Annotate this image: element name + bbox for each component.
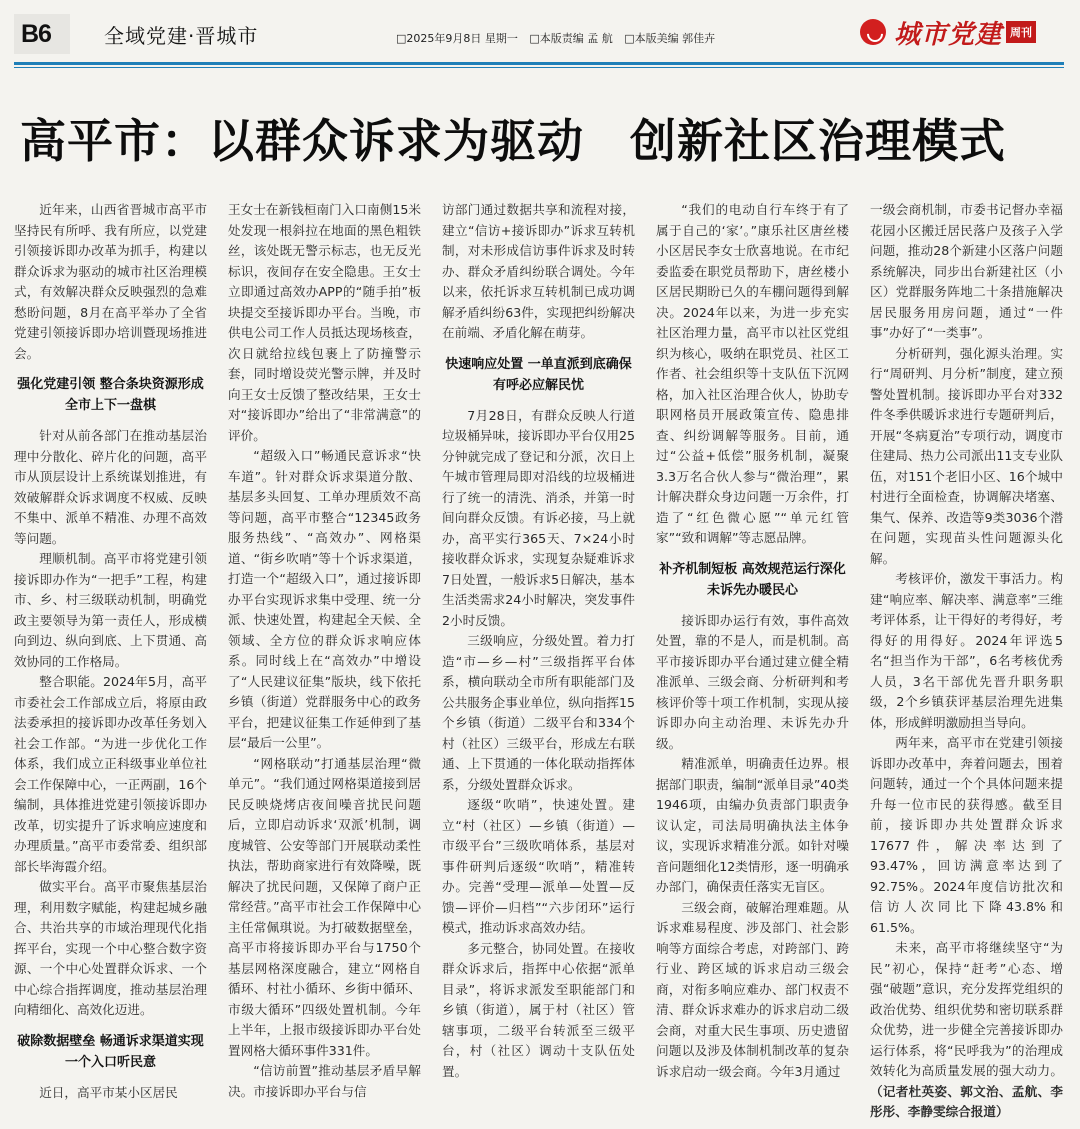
paragraph: 逐级“吹哨”，快速处置。建立“村（社区）—乡镇（街道）—市级平台”三级吹哨体系，基层对事件研判后逐级“吹哨”，精准转办。完善“受理—派单—处置—反馈—评价—归档”“六步闭环”运行模式，推动诉求高效办结。 xyxy=(442,797,635,935)
paragraph: 三级会商，破解治理难题。从诉求难易程度、涉及部门、社会影响等方面综合考虑，对跨部门、跨行业、跨区域的诉求启动三级会商，对衔多响应难办、部门权责不清、群众诉求难办的诉求启动二级会商，对重大民生事项、历史遗留问题以及涉及体制机制改革的复杂诉求启动一级会商。今年3月通过 xyxy=(656,899,849,1079)
paragraph: 一级会商机制，市委书记督办幸福花园小区搬迁居民落户及孩子入学问题，推动28个新建小区落户问题系统解决，同步出台新建社区（小区）党群服务阵地二十条措施解决居民服务用房问题，通过“一件事”办好了“一类事”。 xyxy=(870,202,1063,340)
byline: （记者杜英姿、郭文治、孟航、李彤彤、李静雯综合报道） xyxy=(870,1083,1063,1119)
article-body xyxy=(14,200,1066,1125)
paragraph: 考核评价，激发干事活力。构建“响应率、解决率、满意率”三维考评体系，让干得好的考得好，考得好的用得好。2024年评选5名“担当作为干部”，6名考核优秀人员，3名干部优先晋升职务职级，2个乡镇获评基层治理先进集体，形成鲜明激励担当导向。 xyxy=(870,571,1063,730)
article-column-2 xyxy=(228,200,421,1125)
paragraph: 针对从前各部门在推动基层治理中分散化、碎片化的问题，高平市从顶层设计上系统谋划推进，有效破解群众诉求调度不权威、反映不集中、派单不精准、办理不高效等问题。 xyxy=(14,428,207,546)
issue-meta xyxy=(396,30,723,46)
headline-left: 高平市：以群众诉求为驱动 xyxy=(20,114,584,168)
paragraph: 7月28日，有群众反映人行道垃圾桶异味，接诉即办平台仅用25分钟就完成了登记和分派，次日上午城市管理局即对沿线的垃圾桶进行了统一的清洗、消杀，并第一时间向群众反馈。有诉必接，马上就办，高平实行365天、7×24小时接收群众诉求，实现复杂疑难诉求7日处置，一般诉求5日解决，基本生活类需求24小时解决，突发事件2小时反馈。 xyxy=(442,407,635,628)
issue-date: □2025年9月8日 星期一 xyxy=(396,32,518,45)
brand-tag: 周刊 xyxy=(1006,21,1036,43)
subheading: 补齐机制短板 高效规范运行深化未诉先办暖民心 xyxy=(659,561,846,598)
paragraph: 访部门通过数据共享和流程对接，建立“信访+接诉即办”诉求互转机制，对未形成信访事件诉求及时转办、群众矛盾纠纷联合调处。今年以来，依托诉求互转机制已成功调解矛盾纠纷63件，实现把纠纷解决在前端、矛盾化解在萌芽。 xyxy=(442,202,635,340)
issue-editor: □本版责编 孟 航 xyxy=(529,32,613,45)
article-column-5 xyxy=(870,200,1063,1125)
paragraph-text: 未来，高平市将继续坚守“为民”初心，保持“赶考”心态、增强“破题”意识，充分发挥党组织的政治优势、组织优势和密切联系群众优势，进一步健全完善接诉即办运行体系，将“民呼我为”的治理成效转化为高质量发展的强大动力。 xyxy=(870,940,1063,1078)
paragraph: 整合职能。2024年5月，高平市委社会工作部成立后，将原由政法委承担的接诉即办改革任务划入社会工作部。“为进一步优化工作体系，我们成立正科级事业单位社会工作保障中心，一正两副，16个编制，具体推进党建引领接诉即办改革，切实提升了诉求响应速度和办理质量。”高平市委常委、组织部部长毕海霞介绍。 xyxy=(14,674,207,874)
brand-logo xyxy=(860,14,1036,50)
article-column-3 xyxy=(442,200,635,1125)
header-rule xyxy=(14,62,1064,65)
paragraph: 做实平台。高平市聚焦基层治理，利用数字赋能，构建起城乡融合、共治共享的市域治理现代化指挥平台，实现一个中心整合数字资源、一个中心处置群众诉求、一个中心综合指挥调度，推动基层治理向精细化、高效化迈进。 xyxy=(14,879,207,1017)
paragraph: 近日，高平市某小区居民 xyxy=(39,1084,178,1100)
article-headline xyxy=(20,108,1070,174)
paragraph: 理顺机制。高平市将党建引领接诉即办作为“一把手”工程，构建市、乡、村三级联动机制，明确党政主要领导为第一责任人，形成横向到边、纵向到底、上下贯通、高效协同的工作格局。 xyxy=(14,551,207,669)
headline-right: 创新社区治理模式 xyxy=(630,114,1006,168)
paragraph: 精准派单，明确责任边界。根据部门职责，编制“派单目录”40类1946项，由编办负责部门职责争议认定，司法局明确执法主体争议，实现诉求精准分派。如针对噪音问题细化12类情形，逐一明确承办部门，确保责任落实无盲区。 xyxy=(656,756,849,894)
paragraph: 接诉即办运行有效，事件高效处置，靠的不是人，而是机制。高平市接诉即办平台通过建立健全精准派单、三级会商、分析研判和考核评价等十项工作机制，实现从接诉即办向主动治理、未诉先办升级。 xyxy=(656,612,849,751)
issue-designer: □本版美编 郭佳卉 xyxy=(624,32,716,45)
article-column-1 xyxy=(14,200,207,1125)
paragraph: “网格联动”打通基层治理“微单元”。“我们通过网格渠道接到居民反映烧烤店夜间噪音扰民问题后，立即启动诉求‘双派’机制，调度城管、公安等部门开展联动柔性执法，帮助商家进行有效降噪，既解决了扰民问题，又保障了商户正常经营。”高平市社会工作保障中心主任常佩琪说。为打破数据壁垒，高平市将接诉即办平台与1750个基层网格深度融合，建立“网格自循环、村社小循环、乡街中循环、市级大循环”四级处置机制。今年上半年，上报市级接诉即办平台处置网格大循环事件331件。 xyxy=(228,755,421,1058)
page-header xyxy=(0,0,1080,62)
page-number: B6 xyxy=(21,20,51,48)
brand-name: 城市党建 xyxy=(894,19,1003,50)
paragraph: 近年来，山西省晋城市高平市坚持民有所呼、我有所应，以党建引领接诉即办改革为抓手，构建以群众诉求为驱动的城市社区治理模式，有效解决群众反映强烈的急难愁盼问题，8月在高平举办了全省党建引领接诉即办培训暨现场推进会。 xyxy=(14,202,207,361)
paragraph: 多元整合，协同处置。在接收群众诉求后，指挥中心依据“派单目录”，将诉求派发至职能部门和乡镇（街道），属于村（社区）管辖事项，二级平台转派至三级平台，村（社区）调动十支队伍处置。 xyxy=(442,940,635,1079)
paragraph: 三级响应，分级处置。着力打造“市—乡—村”三级指挥平台体系，横向联动全市所有职能部门及公共服务企事业单位，纵向指挥15个乡镇（街道）二级平台和334个村（社区）三级平台，形成左右联通、上下贯通的一体化联动指挥体系，分级处置群众诉求。 xyxy=(442,633,635,792)
paragraph: 王女士在新钱桓南门入口南侧15米处发现一根斜拉在地面的黑色粗铁丝，该处既无警示标志，也无反光标识，夜间存在安全隐患。王女士立即通过高效办APP的“随手拍”板块提交至接诉即办平台。当晚，市供电公司工作人员抵达现场核查，次日就给拉线包裹上了防撞警示套，同时增设荧光警示牌，并及时向王女士反馈了整改结果，王女士对“接诉即办”给出了“非常满意”的评价。 xyxy=(228,202,421,443)
subheading: 破除数据壁垒 畅通诉求渠道实现一个入口听民意 xyxy=(17,1033,204,1070)
paragraph: 两年来，高平市在党建引领接诉即办改革中，奔着问题去，围着问题转，通过一个个具体问题来提升每一位市民的获得感。截至目前，接诉即办共处置群众诉求17677件，解决率达到了93.47%，回访满意率达到了92.75%。2024年度信访批次和信访人次同比下降43.8%和61.5%。 xyxy=(870,735,1063,935)
paragraph: “超级入口”畅通民意诉求“快车道”。针对群众诉求渠道分散、基层多头回复、工单办理质效不高等问题，高平市整合“12345政务服务热线”、“高效办”、网格渠道、“街乡吹哨”等十个诉求渠道，打造一个“超级入口”，通过接诉即办平台实现诉求集中受理、统一分派、快速处置，构建起全天候、全领域、全方位的群众诉求响应体系。同时线上在“高效办”中增设了“人民建议征集”版块，线下依托乡镇（街道）党群服务中心的政务平台，把建议征集工作延伸到了基层“最后一公里”。 xyxy=(228,448,421,750)
paragraph: 分析研判，强化源头治理。实行“周研判、月分析”制度，建立预警处置机制。接诉即办平台对332件冬季供暖诉求进行专题研判后，开展“冬病夏治”专项行动，调度市住建局、热力公司派出11支专业队伍，对151个老旧小区、16个城中村进行全面检查，协调解决堵塞、集气、保养、改造等9类3036个潜在问题，实现苗头性问题源头化解。 xyxy=(870,345,1063,566)
paragraph: “我们的电动自行车终于有了属于自己的‘家’。”康乐社区唐丝楼小区居民李女士欣喜地说。在市纪委监委在职党员帮助下，唐丝楼小区居民期盼已久的车棚问题得到解决。2024年以来，为进一步充实社区治理力量，高平市以社区党组织为核心，吸纳在职党员、社区工作者、社会组织等十支队伍下沉网格，加入社区治理合伙人，协助专职网格员开展政策宣传、隐患排查、纠纷调解等服务。目前，通过“公益+低偿”服务机制，凝聚3.3万名合伙人参与“微治理”，累计解决群众身边问题一万余件，打造了“红色微心愿”“单元红管家”“致和调解”等志愿品牌。 xyxy=(656,202,849,545)
article-column-4 xyxy=(656,200,849,1125)
paragraph xyxy=(870,938,1063,1123)
section-title: 全域党建·晋城市 xyxy=(104,24,259,48)
party-emblem-icon xyxy=(860,19,886,45)
paragraph: “信访前置”推动基层矛盾早解决。市接诉即办平台与信 xyxy=(228,1063,421,1099)
header-rule-thin xyxy=(14,67,1064,68)
subheading: 快速响应处置 一单直派到底确保有呼必应解民忧 xyxy=(445,356,632,393)
subheading: 强化党建引领 整合条块资源形成全市上下一盘棋 xyxy=(17,377,204,413)
